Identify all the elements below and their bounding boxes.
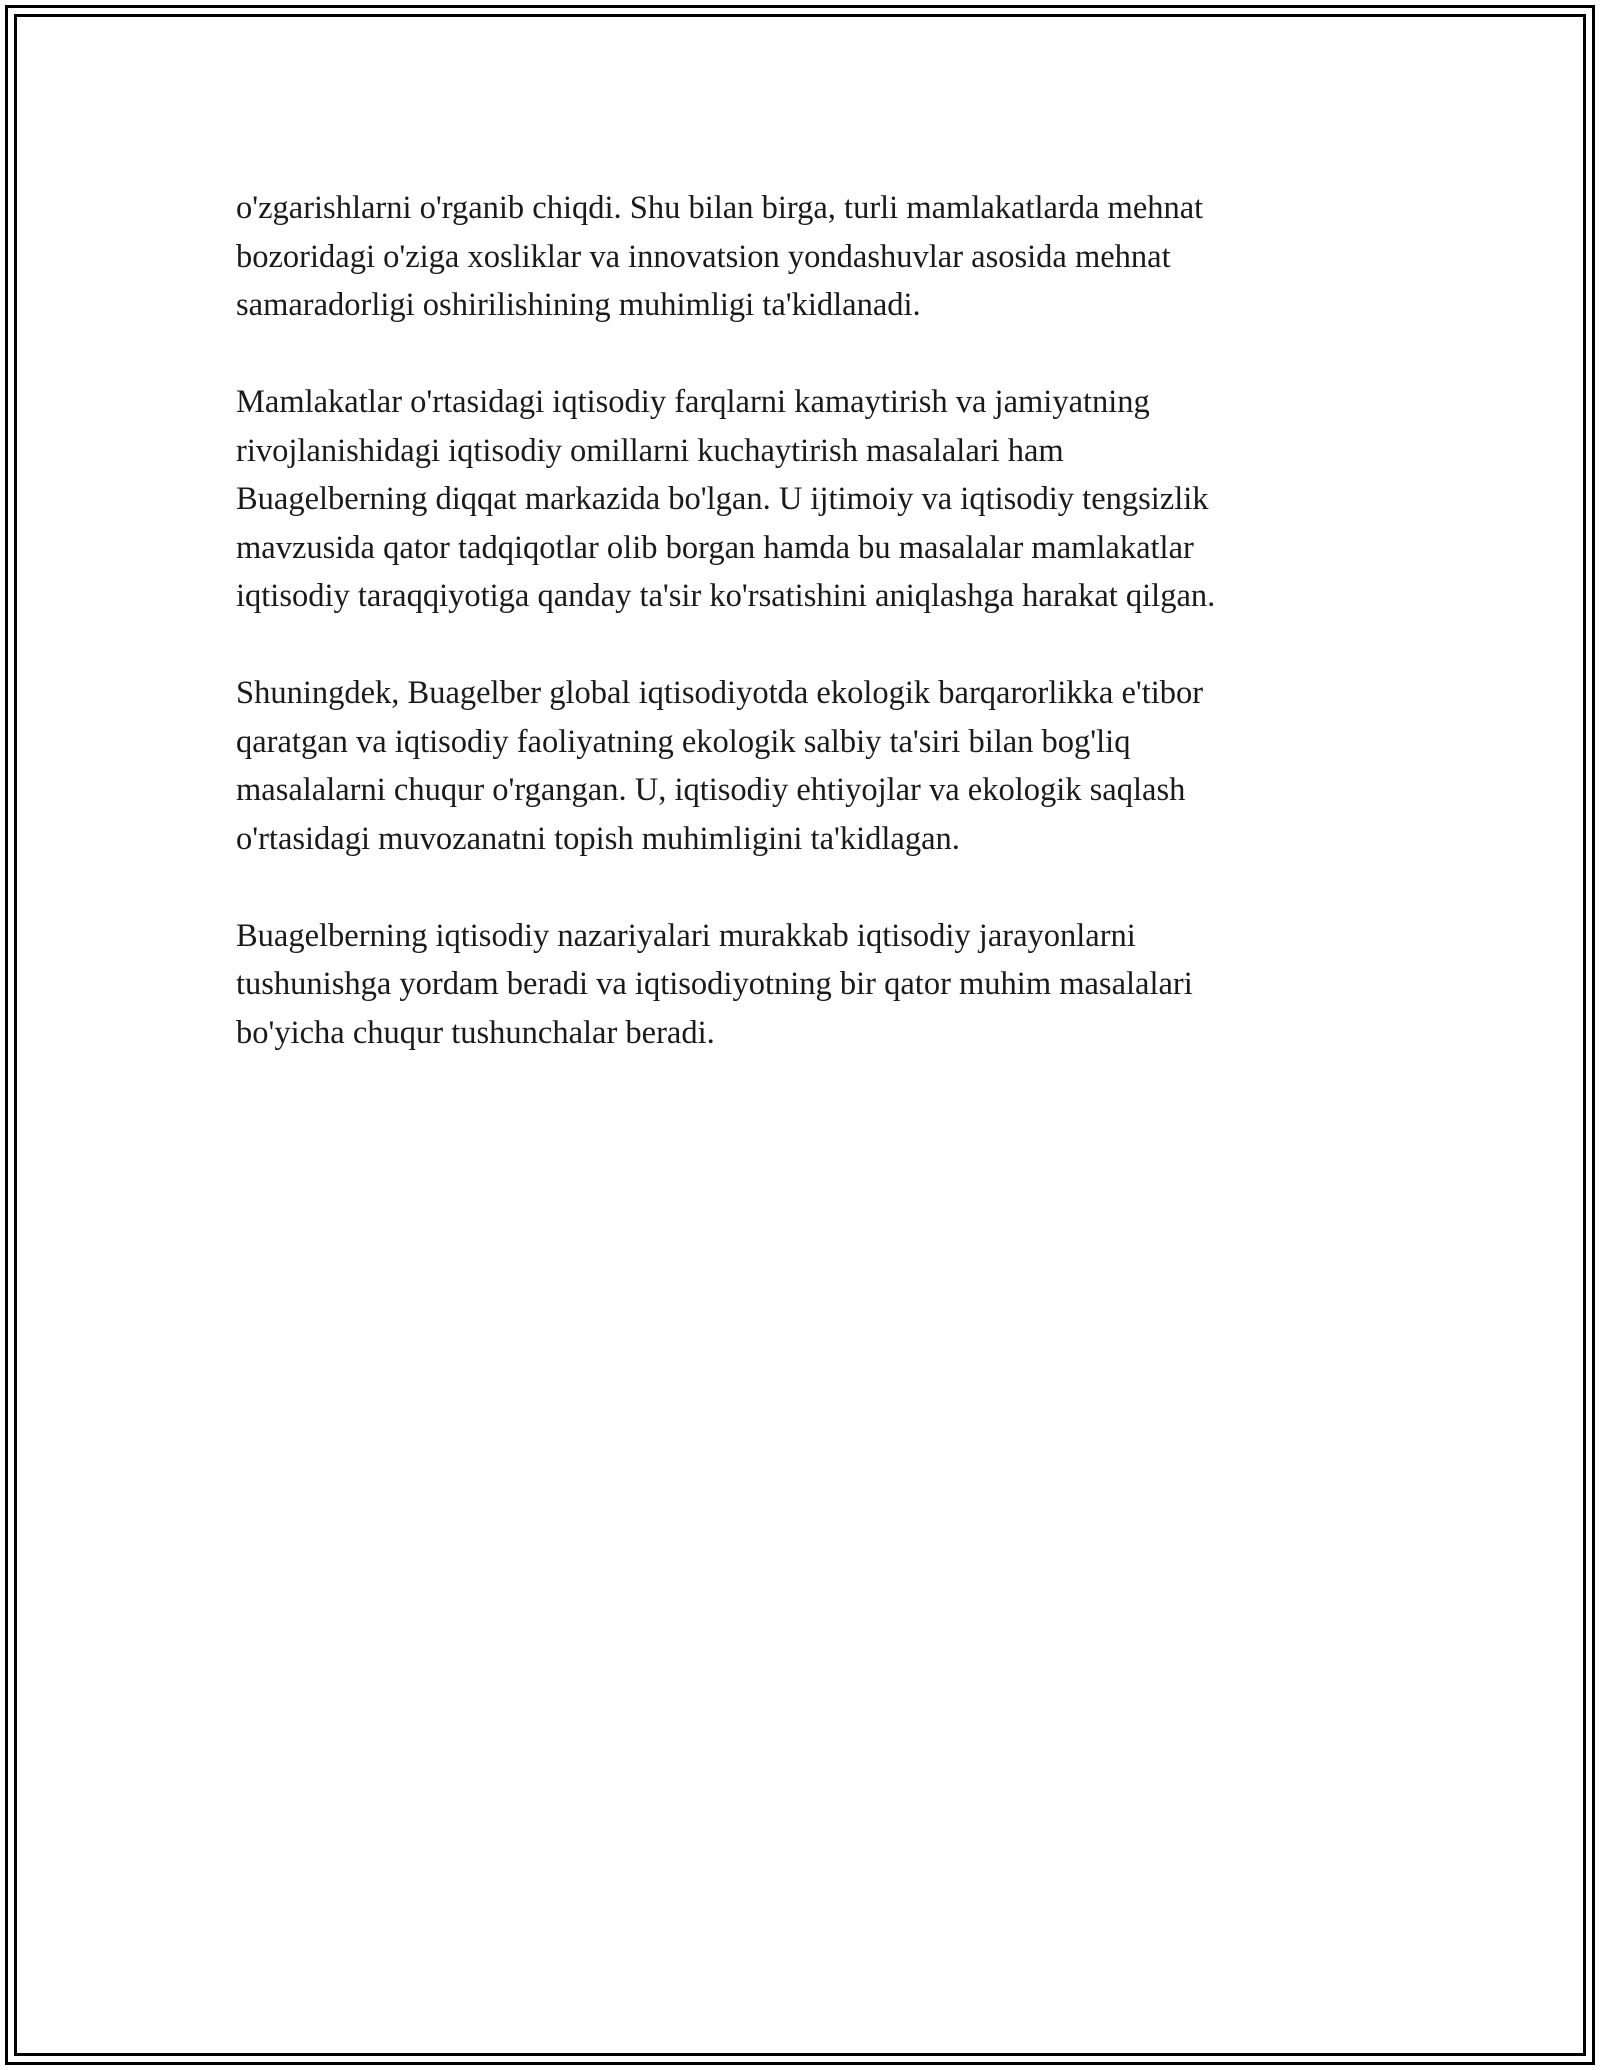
text-line: bo'yicha chuqur tushunchalar beradi. bbox=[236, 1014, 715, 1051]
paragraph bbox=[236, 378, 1376, 621]
text-line: o'rtasidagi muvozanatni topish muhimligini ta'kidlagan. bbox=[236, 820, 960, 857]
text-line: rivojlanishidagi iqtisodiy omillarni kuchaytirish masalalari ham bbox=[236, 432, 1064, 469]
text-line: Buagelberning diqqat markazida bo'lgan. U ijtimoiy va iqtisodiy tengsizlik bbox=[236, 481, 1209, 517]
paragraph bbox=[236, 184, 1376, 330]
text-line: samaradorligi oshirilishining muhimligi ta'kidlanadi. bbox=[236, 287, 921, 323]
text-line: Mamlakatlar o'rtasidagi iqtisodiy farqlarni kamaytirish va jamiyatning bbox=[236, 384, 1150, 420]
text-line: bozoridagi o'ziga xosliklar va innovatsion yondashuvlar asosida mehnat bbox=[236, 238, 1171, 275]
text-line: Shuningdek, Buagelber global iqtisodiyotda ekologik barqarorlikka e'tibor bbox=[236, 675, 1204, 711]
text-line: Buagelberning iqtisodiy nazariyalari murakkab iqtisodiy jarayonlarni bbox=[236, 917, 1136, 954]
text-line: masalalarni chuqur o'rgangan. U, iqtisodiy ehtiyojlar va ekologik saqlash bbox=[236, 772, 1186, 808]
text-line: qaratgan va iqtisodiy faoliyatning ekologik salbiy ta'siri bilan bog'liq bbox=[236, 723, 1131, 760]
text-line: mavzusida qator tadqiqotlar olib borgan hamda bu masalalar mamlakatlar bbox=[236, 529, 1194, 566]
paragraph bbox=[236, 669, 1376, 863]
document-body bbox=[236, 184, 1376, 1106]
text-line: tushunishga yordam beradi va iqtisodiyotning bir qator muhim masalalari bbox=[236, 966, 1193, 1002]
text-line: iqtisodiy taraqqiyotiga qanday ta'sir ko'rsatishini aniqlashga harakat qilgan. bbox=[236, 578, 1216, 614]
paragraph bbox=[236, 912, 1376, 1058]
text-line: o'zgarishlarni o'rganib chiqdi. Shu bilan birga, turli mamlakatlarda mehnat bbox=[236, 190, 1204, 226]
